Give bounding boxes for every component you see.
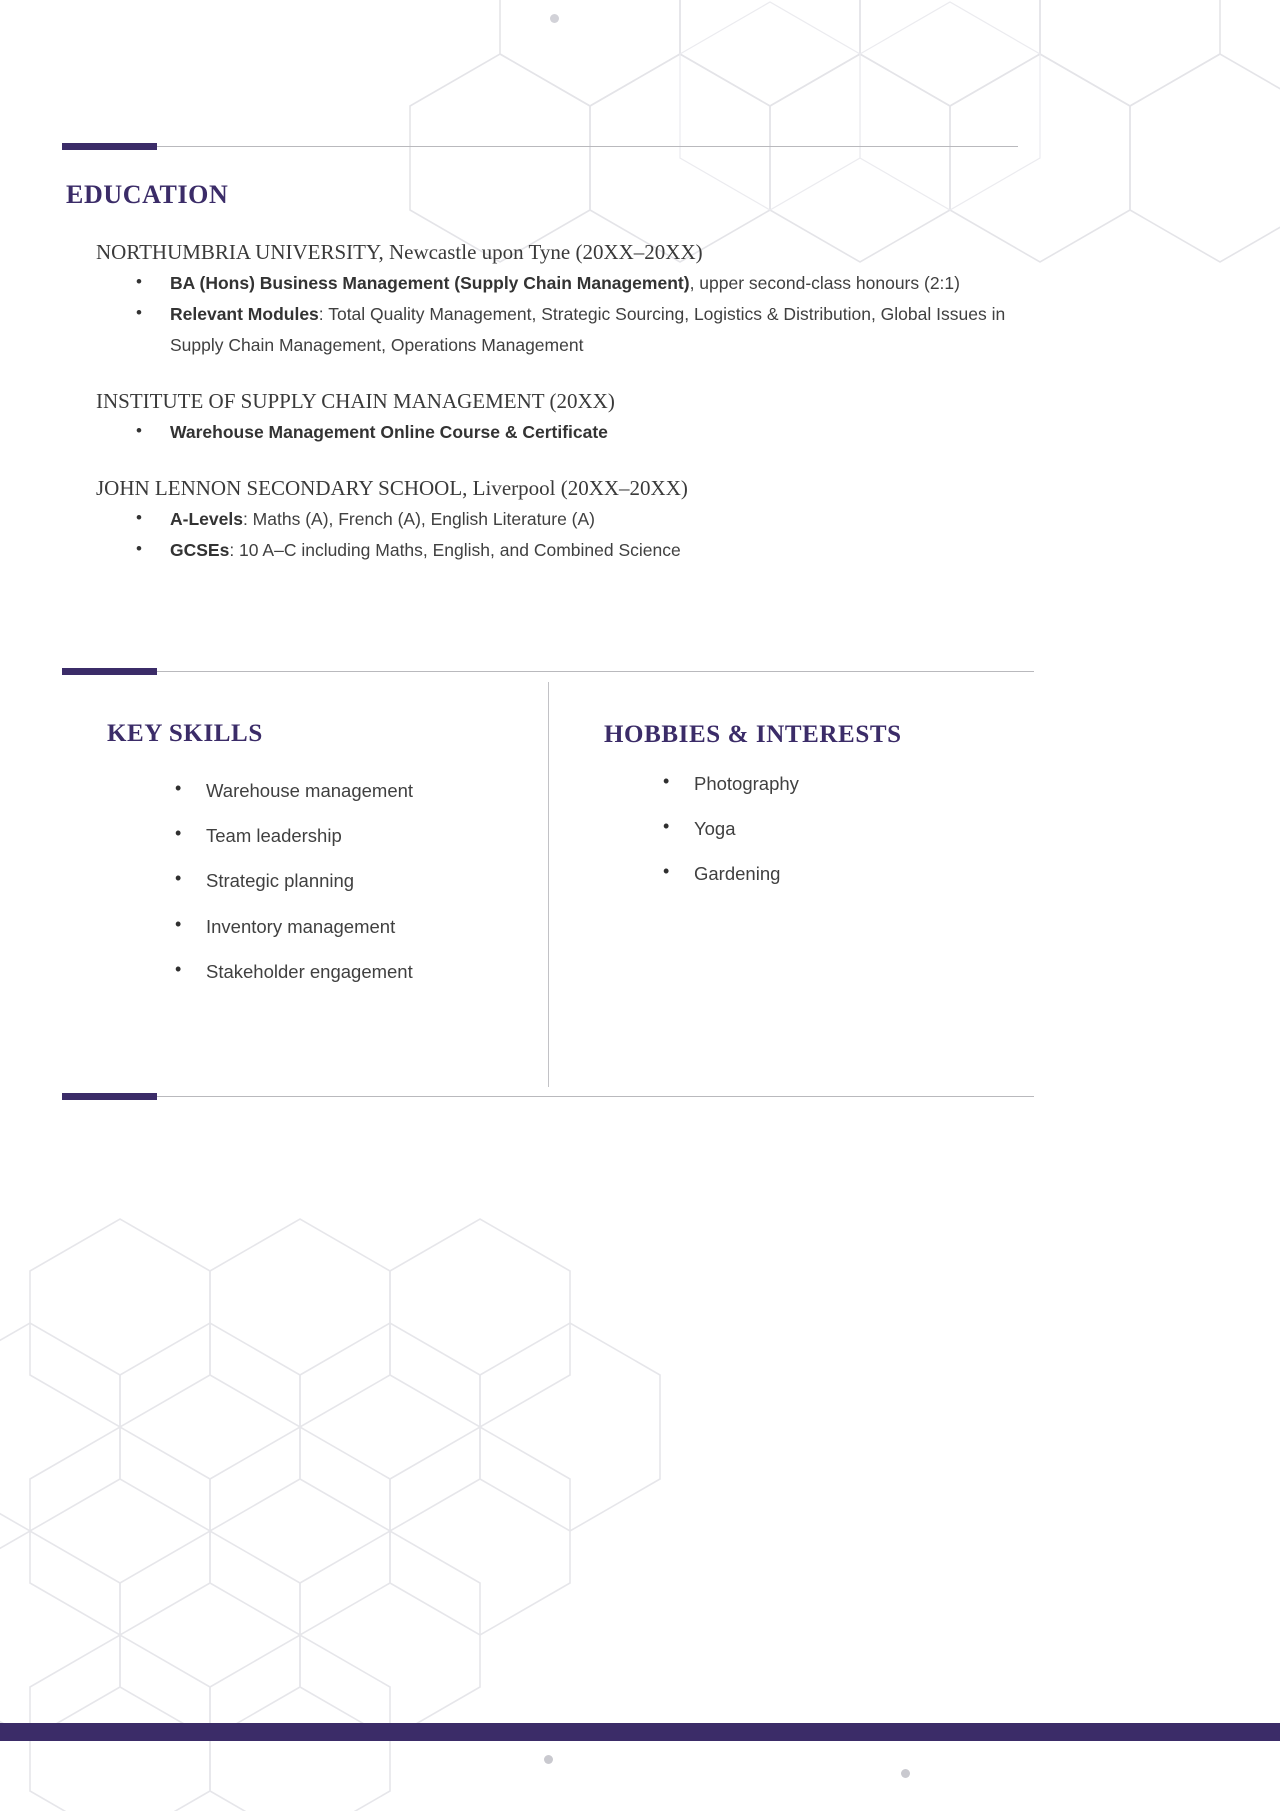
divider-thin-line — [157, 1096, 1034, 1097]
education-bullet-list — [96, 417, 1026, 448]
divider-thin-line — [157, 146, 1018, 147]
list-item: • Stakeholder engagement — [148, 961, 528, 983]
footer-accent-bar — [0, 1723, 1280, 1741]
bullet-bold-text: Relevant Modules — [170, 304, 319, 325]
list-item — [96, 268, 1026, 299]
bullet-rest-text: : Maths (A), French (A), English Literature (A) — [242, 509, 596, 530]
bullet-bold-text: BA (Hons) Business Management (Supply Chain Management) — [170, 273, 690, 294]
list-item: • Photography — [636, 773, 1016, 795]
list-item: • Team leadership — [148, 825, 528, 847]
list-item: • Gardening — [636, 863, 1016, 885]
hobbies-list — [636, 773, 1016, 909]
education-section — [96, 238, 1026, 566]
divider-education — [62, 143, 1018, 150]
decorative-dot-right — [901, 1769, 910, 1778]
bullet-rest-text: , upper second-class honours (2:1) — [689, 273, 960, 294]
divider-skills — [62, 668, 1034, 675]
two-column-area — [62, 680, 1034, 1088]
list-item: • Strategic planning — [148, 870, 528, 892]
list-item — [96, 417, 1026, 448]
divider-thin-line — [157, 671, 1034, 672]
education-bullet-list — [96, 268, 1026, 360]
column-divider — [548, 682, 549, 1087]
key-skills-list — [148, 780, 528, 1006]
decorative-dot-left — [544, 1755, 553, 1764]
divider-bottom — [62, 1093, 1034, 1100]
list-item: • Warehouse management — [148, 780, 528, 802]
education-organisation: JOHN LENNON SECONDARY SCHOOL, Liverpool (20XX–20XX) — [96, 475, 688, 500]
education-organisation: INSTITUTE OF SUPPLY CHAIN MANAGEMENT (20XX) — [96, 388, 615, 413]
education-organisation: NORTHUMBRIA UNIVERSITY, Newcastle upon Tyne (20XX–20XX) — [96, 240, 703, 264]
divider-accent-stub — [62, 1093, 157, 1100]
list-item: • Yoga — [636, 818, 1016, 840]
list-item — [96, 535, 1026, 566]
bullet-bold-text: Warehouse Management Online Course & Certificate — [170, 422, 608, 443]
page-title-key-skills: KEY SKILLS — [107, 720, 263, 747]
bullet-bold-text: GCSEs — [170, 540, 230, 561]
education-entry — [96, 387, 1026, 448]
page-title-education: EDUCATION — [66, 180, 229, 209]
divider-accent-stub — [62, 668, 157, 675]
list-item: • Inventory management — [148, 916, 528, 938]
bullet-bold-text: A-Levels — [170, 509, 243, 530]
education-bullet-list — [96, 504, 1026, 566]
education-entry — [96, 474, 1026, 566]
page-title-hobbies: HOBBIES & INTERESTS — [604, 721, 902, 748]
bullet-rest-text: : 10 A–C including Maths, English, and Combined Science — [229, 540, 681, 561]
divider-accent-stub — [62, 143, 157, 150]
list-item — [96, 504, 1026, 535]
list-item — [96, 299, 1026, 361]
bullet-rest-text: : Total Quality Management, Strategic Sourcing, Logistics & Distribution, Global Issues in Supply Chain Management, Operations Management — [170, 304, 1006, 355]
education-entry — [96, 238, 1026, 361]
